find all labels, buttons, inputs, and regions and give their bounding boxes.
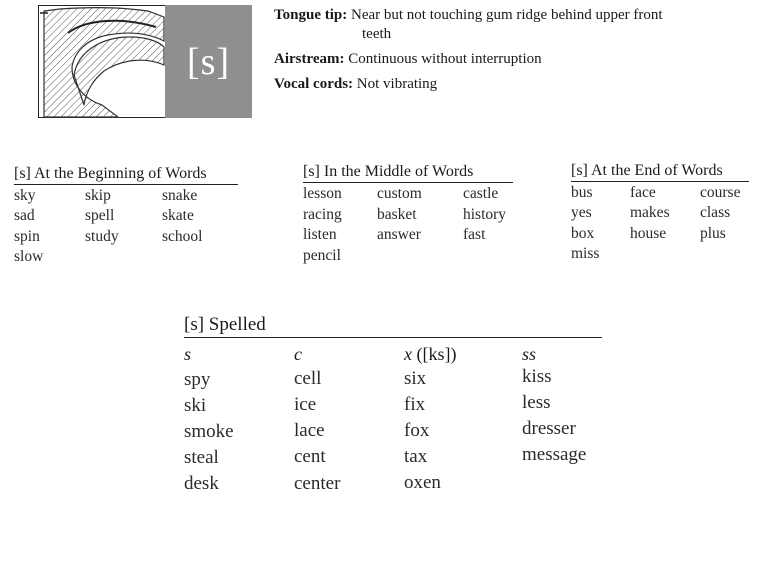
beginning-list-title: [s] At the Beginning of Words [14,165,238,185]
table-cell: desk [184,473,219,494]
table-cell: message [522,444,587,465]
list-item: slow [14,248,44,265]
table-cell: ski [184,395,207,416]
tongue-tip-value-1: Near but not touching gum ridge behind upper front [350,7,663,23]
list-item: lesson [303,185,342,202]
table-cell: cell [294,368,322,389]
table-cell: six [404,368,427,389]
list-item: box [571,225,595,242]
list-item: answer [377,226,421,243]
phoneme-symbol-box [165,5,252,118]
table-cell: steal [184,447,219,468]
table-cell: oxen [404,472,441,493]
list-item: skip [85,187,111,204]
table-cell: center [294,473,341,494]
spelled-header-ss: ss [522,344,537,364]
list-item: skate [162,207,194,224]
list-item: sky [14,187,36,204]
spelled-header-x-letter: x [404,344,412,364]
list-item: school [162,228,203,245]
spelled-table-title: [s] Spelled [184,314,602,338]
list-item: listen [303,226,337,243]
list-item: custom [377,185,422,202]
tongue-tip-value-2: teeth [362,26,392,42]
list-item: face [630,184,656,201]
table-cell: smoke [184,421,234,442]
list-item: snake [162,187,198,204]
tongue-tip-label: Tongue tip: [274,7,348,23]
vocal-cords-description [274,75,437,94]
table-cell: dresser [522,418,576,439]
phoneme-symbol: [s] [186,40,231,83]
table-cell: tax [404,446,428,467]
spelled-header-c: c [294,344,302,364]
list-item: makes [630,204,670,221]
table-cell: fox [404,420,430,441]
table-cell: cent [294,446,326,467]
tongue-tip-description [274,6,754,44]
list-item: spin [14,228,40,245]
middle-list-title: [s] In the Middle of Words [303,163,513,183]
table-cell: kiss [522,366,552,387]
table-cell: spy [184,369,211,390]
list-item: house [630,225,667,242]
end-list-title: [s] At the End of Words [571,162,749,182]
list-item: class [700,204,731,221]
table-cell: lace [294,420,325,441]
table-cell: less [522,392,551,413]
spelled-header-x [404,344,456,365]
list-item: pencil [303,247,341,264]
list-item: plus [700,225,726,242]
list-item: racing [303,206,342,223]
list-item: sad [14,207,35,224]
spelled-header-s: s [184,344,192,364]
list-item: castle [463,185,499,202]
list-item: course [700,184,741,201]
vocal-cords-value: Not vibrating [356,76,438,92]
list-item: miss [571,245,600,262]
list-item: fast [463,226,486,243]
spelled-header-x-sound: ([ks]) [416,344,457,364]
list-item: study [85,228,119,245]
list-item: spell [85,207,115,224]
list-item: yes [571,204,592,221]
airstream-value: Continuous without interruption [348,51,542,67]
vocal-cords-label: Vocal cords: [274,76,354,92]
list-item: bus [571,184,593,201]
list-item: basket [377,206,417,223]
list-item: history [463,206,507,223]
airstream-description [274,50,542,69]
table-cell: fix [404,394,426,415]
airstream-label: Airstream: [274,51,345,67]
table-cell: ice [294,394,317,415]
